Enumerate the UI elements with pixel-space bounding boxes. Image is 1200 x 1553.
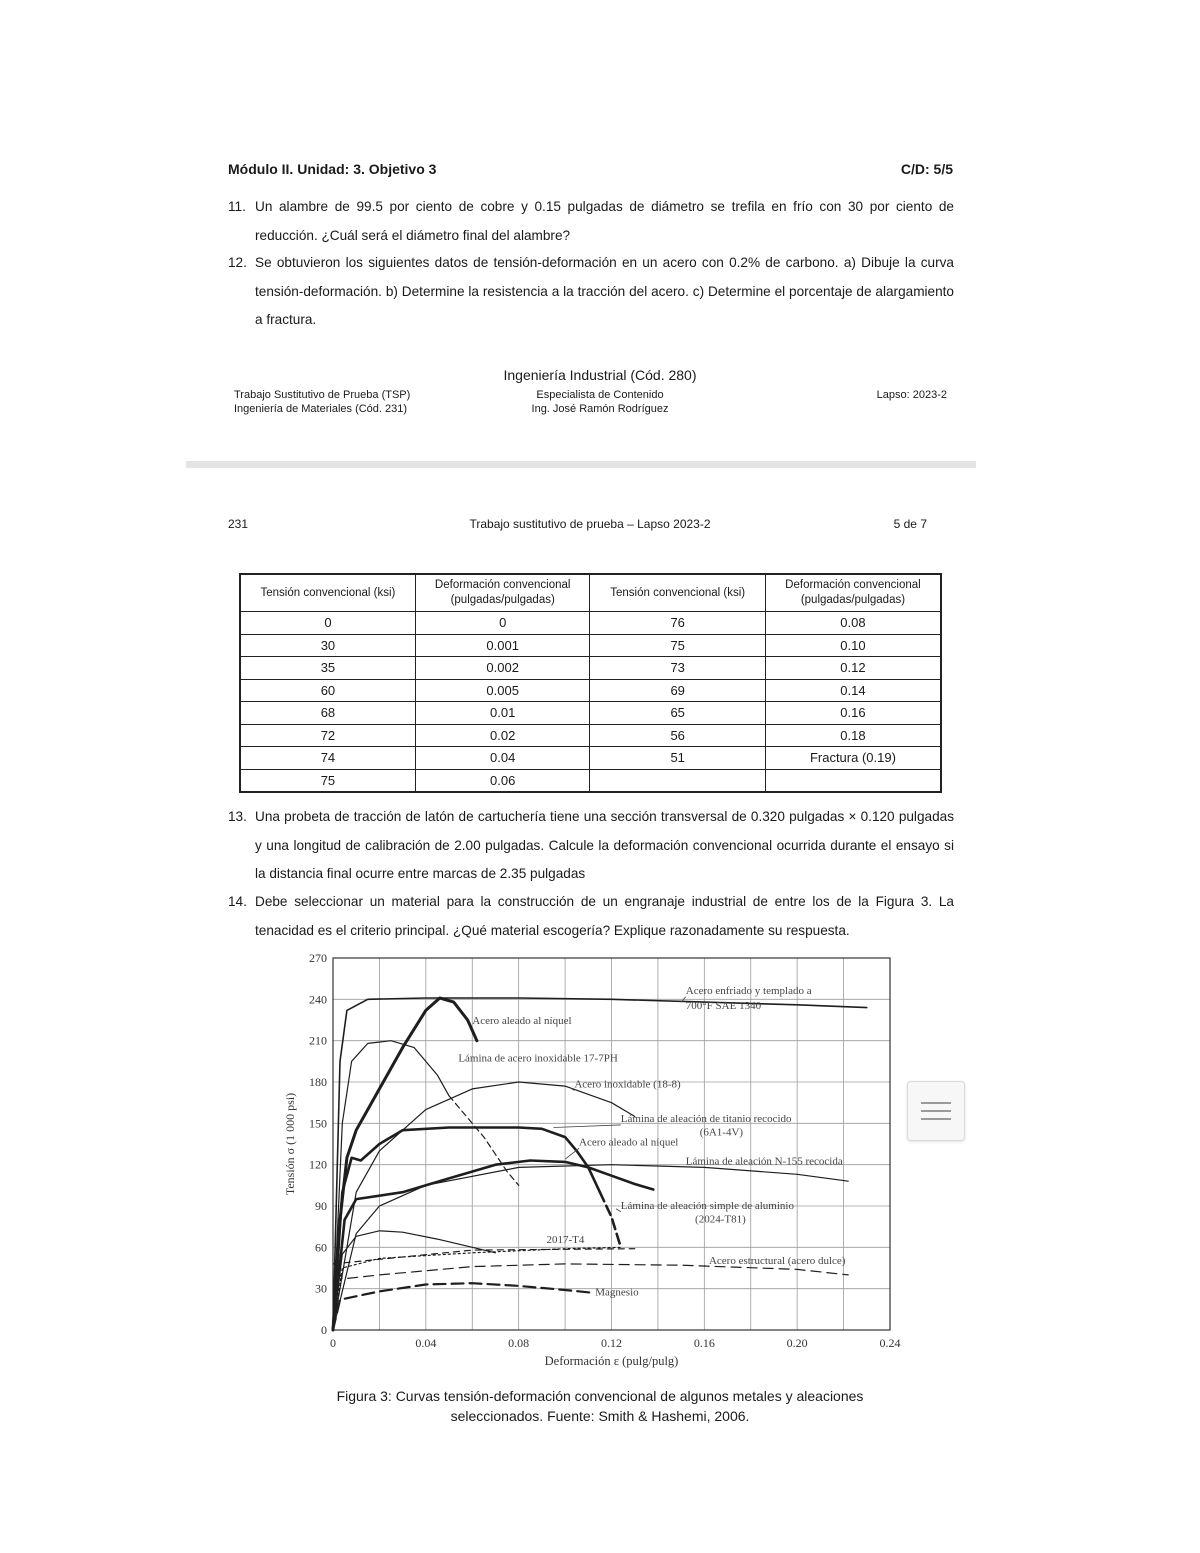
stress-strain-table (239, 573, 942, 793)
footer-center (470, 388, 730, 416)
x-tick-label: 0.24 (879, 1336, 901, 1350)
annotation-label: Lámina de aleación N-155 recocida (685, 1155, 843, 1168)
footer-center-line: Ing. José Ramón Rodríguez (531, 403, 669, 415)
y-tick-label: 150 (309, 1116, 327, 1131)
table-cell: 74 (240, 747, 415, 770)
table-header: Tensión convencional (ksi) (240, 574, 415, 612)
annotation-label: Acero enfriado y templado a (685, 984, 812, 997)
table-cell: Fractura (0.19) (765, 747, 941, 770)
table-cell: 68 (240, 702, 415, 725)
table-cell: 0.001 (415, 634, 590, 657)
series-line (333, 998, 477, 1330)
series-line (333, 1249, 635, 1264)
annotation-label: Lámina de acero inoxidable 17-7PH (458, 1052, 618, 1065)
footer-right: Lapso: 2023-2 (876, 389, 947, 401)
table-header: Deformación convencional (pulgadas/pulgadas) (765, 574, 941, 612)
table-cell (590, 769, 765, 792)
y-tick-label: 120 (309, 1157, 327, 1172)
footer-center-line: Especialista de Contenido (536, 389, 664, 401)
table-row (240, 634, 941, 657)
table-row (240, 724, 941, 747)
y-tick-label: 240 (309, 992, 327, 1007)
y-tick-label: 90 (315, 1199, 327, 1213)
annotation-label: 2017-T4 (546, 1234, 585, 1247)
y-tick-label: 30 (315, 1281, 327, 1296)
table-cell: 69 (590, 679, 765, 702)
series-line (333, 1128, 600, 1331)
table-cell: 65 (590, 702, 765, 725)
table-row (240, 769, 941, 792)
table-cell: 76 (590, 612, 765, 635)
annotation-label: Acero estructural (acero dulce) (708, 1254, 846, 1267)
table-header: Tensión convencional (ksi) (590, 574, 765, 612)
annotation-label: 700°F SAE 1340 (685, 999, 762, 1012)
question-14 (228, 888, 954, 945)
table-cell: 0 (240, 612, 415, 635)
table-cell: 0.12 (765, 657, 941, 680)
y-tick-label: 60 (315, 1240, 327, 1255)
stress-strain-chart (270, 948, 910, 1368)
table-cell: 35 (240, 657, 415, 680)
table-row (240, 679, 941, 702)
table-header: Deformación convencional (pulgadas/pulgadas) (415, 574, 590, 612)
table-cell: 0.04 (415, 747, 590, 770)
y-tick-label: 180 (309, 1075, 327, 1089)
footer-left-line: Trabajo Sustitutivo de Prueba (TSP) (234, 389, 411, 401)
table-row (240, 657, 941, 680)
figure-caption: Figura 3: Curvas tensión-deformación convencional de algunos metales y aleaciones seleccionados. Fuente: Smith & Hashemi, 2006. (336, 1388, 864, 1424)
table-cell: 0.01 (415, 702, 590, 725)
page-header-left: 231 (228, 517, 249, 531)
menu-icon-line (921, 1102, 951, 1104)
series-line (333, 1041, 449, 1330)
footer-center-title: Ingeniería Industrial (Cód. 280) (503, 367, 697, 383)
module-header: Módulo II. Unidad: 3. Objetivo 3 (228, 161, 437, 177)
question-11 (228, 193, 954, 250)
table-cell (765, 769, 941, 792)
footer-left-line: Ingeniería de Materiales (Cód. 231) (234, 403, 408, 415)
series-line (600, 1192, 621, 1247)
annotation-leader (553, 1125, 620, 1128)
table-cell: 51 (590, 747, 765, 770)
cd-label: C/D: 5/5 (900, 161, 953, 177)
question-text: Una probeta de tracción de latón de cartuchería tiene una sección transversal de 0.320 pulgadas × 0.120 pulgadas y una longitud de calibración de 2.00 pulgadas. Calcule la deformación convencional ocurrida durante el ensayo si la distancia final ocurre entre marcas de 2.35 pulgadas (255, 809, 954, 881)
table-cell: 0.06 (415, 769, 590, 792)
table-cell: 0.16 (765, 702, 941, 725)
question-number: 14. (228, 894, 247, 909)
table-cell: 56 (590, 724, 765, 747)
y-tick-label: 270 (309, 951, 327, 965)
annotation-label: Acero aleado al níquel (579, 1136, 679, 1149)
table-cell: 0.002 (415, 657, 590, 680)
page-divider (186, 461, 976, 468)
table-cell: 0.18 (765, 724, 941, 747)
table-row (240, 612, 941, 635)
question-number: 13. (228, 809, 247, 824)
series-line (333, 1264, 848, 1330)
annotation-label: Magnesio (595, 1286, 639, 1299)
series-line (333, 1231, 496, 1330)
table-cell: 0.08 (765, 612, 941, 635)
table-cell: 0 (415, 612, 590, 635)
table-cell: 30 (240, 634, 415, 657)
question-number: 12. (228, 255, 247, 270)
question-13 (228, 803, 954, 889)
annotation-label: Acero aleado al níquel (472, 1015, 572, 1028)
question-12 (228, 249, 954, 335)
question-text: Se obtuvieron los siguientes datos de tensión-deformación en un acero con 0.2% de carbono. a) Dibuje la curva tensión-deformación. b) Determine la resistencia a la tracción del acero. c) Determine el porcentaje de alargamiento a fractura. (255, 255, 954, 327)
annotation-label: Lámina de aleación simple de aluminio (620, 1199, 794, 1212)
y-tick-label: 0 (321, 1323, 327, 1337)
annotation-label: (2024-T81) (695, 1213, 746, 1226)
menu-icon-line (921, 1118, 951, 1120)
menu-icon-line (921, 1110, 951, 1112)
series-line (449, 1096, 519, 1186)
page-header-right: 5 de 7 (893, 517, 927, 531)
table-cell: 60 (240, 679, 415, 702)
y-tick-label: 210 (309, 1033, 327, 1048)
menu-button[interactable] (907, 1081, 965, 1141)
x-tick-label: 0 (330, 1336, 336, 1350)
series-line (333, 1283, 593, 1330)
x-tick-label: 0.08 (508, 1336, 530, 1350)
annotation-label: Lámina de aleación de titanio recocido (620, 1112, 792, 1125)
page-header-center: Trabajo sustitutivo de prueba – Lapso 2023-2 (469, 517, 711, 531)
table-cell: 0.02 (415, 724, 590, 747)
series-line (333, 1161, 653, 1331)
question-text: Debe seleccionar un material para la construcción de un engranaje industrial de entre los de la Figura 3. La tenacidad es el criterio principal. ¿Qué material escogería? Explique razonadamente su respuesta. (255, 894, 954, 938)
table-cell: 75 (590, 634, 765, 657)
question-number: 11. (228, 199, 246, 214)
table-cell: 72 (240, 724, 415, 747)
table-cell: 0.10 (765, 634, 941, 657)
x-tick-label: 0.04 (415, 1336, 437, 1350)
x-tick-label: 0.16 (693, 1336, 715, 1350)
x-tick-label: 0.12 (601, 1336, 622, 1350)
annotation-label: Acero inoxidable (18-8) (574, 1078, 681, 1091)
table-row (240, 747, 941, 770)
table-cell: 0.14 (765, 679, 941, 702)
table-cell: 73 (590, 657, 765, 680)
table-cell: 0.005 (415, 679, 590, 702)
footer-left (234, 388, 410, 416)
x-tick-label: 0.20 (786, 1336, 808, 1350)
table-row (240, 702, 941, 725)
question-text: Un alambre de 99.5 por ciento de cobre y 0.15 pulgadas de diámetro se trefila en frío con 30 por ciento de reducción. ¿Cuál será el diámetro final del alambre? (255, 199, 954, 243)
table-header-row (240, 574, 941, 612)
annotation-label: (6A1-4V) (699, 1126, 744, 1139)
x-axis-label: Deformación ε (pulg/pulg) (544, 1354, 679, 1368)
y-axis-label: Tensión σ (1 000 psi) (283, 1092, 297, 1196)
table-cell: 75 (240, 769, 415, 792)
annotation-leader (565, 1148, 579, 1159)
